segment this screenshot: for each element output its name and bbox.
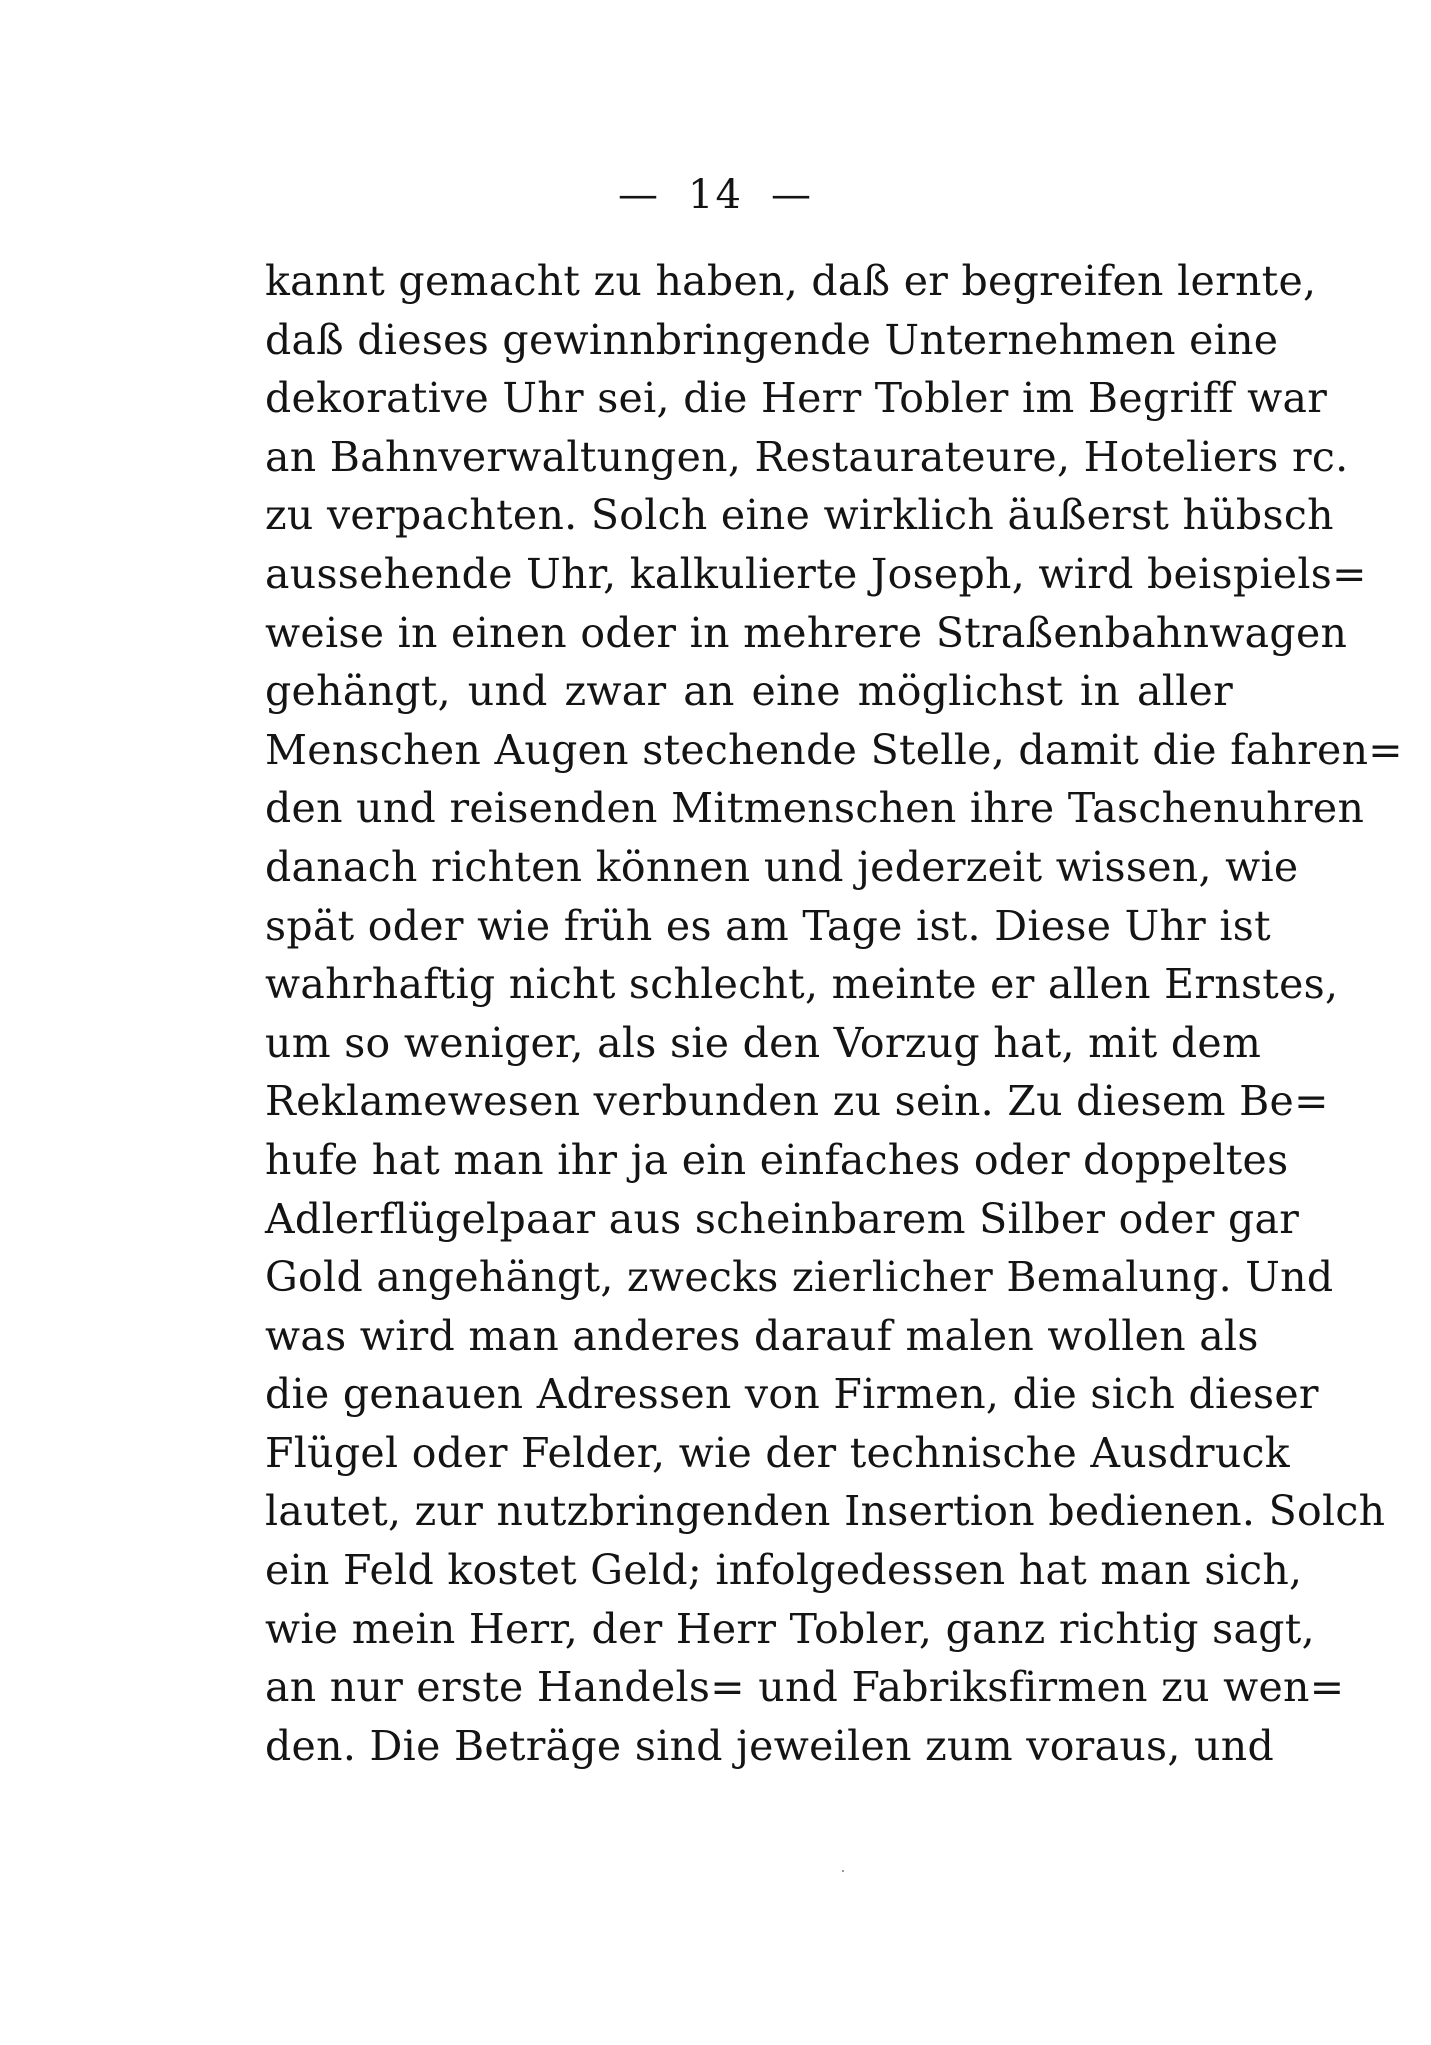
text-line: Menschen Augen stechende Stelle, damit die fahren=	[265, 725, 1403, 774]
text-line: daß dieses gewinnbringende Unternehmen eine	[265, 315, 1279, 364]
page-number: 14	[688, 172, 743, 218]
left-dash: —	[618, 172, 661, 218]
text-line: kannt gemacht zu haben, daß er begreifen lernte,	[265, 257, 1317, 305]
text-line: den und reisenden Mitmenschen ihre Taschenuhren	[265, 784, 1365, 833]
text-line: danach richten können und jederzeit wissen, wie	[265, 842, 1299, 891]
body-text	[265, 252, 1403, 1775]
text-line: lautet, zur nutzbringenden Insertion bedienen. Solch	[265, 1487, 1386, 1536]
right-dash: —	[770, 172, 813, 218]
text-line: was wird man anderes darauf malen wollen als	[265, 1311, 1259, 1360]
text-line: um so weniger, als sie den Vorzug hat, mit dem	[265, 1018, 1262, 1067]
text-line: wie mein Herr, der Herr Tobler, ganz richtig sagt,	[265, 1604, 1315, 1653]
text-line: zu verpachten. Solch eine wirklich äußerst hübsch	[265, 491, 1334, 540]
text-line: hufe hat man ihr ja ein einfaches oder doppeltes	[265, 1135, 1289, 1184]
page-number-header	[0, 172, 1431, 218]
text-line: wahrhaftig nicht schlecht, meinte er allen Ernstes,	[265, 960, 1339, 1009]
text-line: Flügel oder Felder, wie der technische Ausdruck	[265, 1428, 1290, 1477]
text-line: weise in einen oder in mehrere Straßenbahnwagen	[265, 608, 1348, 657]
paper-speck	[842, 1870, 844, 1872]
text-line: Reklamewesen verbunden zu sein. Zu diesem Be=	[265, 1077, 1329, 1126]
text-line: die genauen Adressen von Firmen, die sich dieser	[265, 1370, 1319, 1419]
text-line: den. Die Beträge sind jeweilen zum voraus, und	[265, 1721, 1274, 1770]
text-line: Gold angehängt, zwecks zierlicher Bemalung. Und	[265, 1253, 1334, 1302]
text-line: aussehende Uhr, kalkulierte Joseph, wird beispiels=	[265, 549, 1367, 598]
text-line: an Bahnverwaltungen, Restaurateure, Hoteliers rc.	[265, 432, 1349, 481]
text-line: spät oder wie früh es am Tage ist. Diese Uhr ist	[265, 901, 1271, 950]
text-line: dekorative Uhr sei, die Herr Tobler im Begriff war	[265, 374, 1328, 423]
text-line: ein Feld kostet Geld; infolgedessen hat man sich,	[265, 1546, 1303, 1595]
text-line: gehängt, und zwar an eine möglichst in aller	[265, 667, 1233, 716]
text-line: an nur erste Handels= und Fabriksfirmen zu wen=	[265, 1663, 1345, 1712]
text-line: Adlerflügelpaar aus scheinbarem Silber oder gar	[265, 1194, 1300, 1243]
